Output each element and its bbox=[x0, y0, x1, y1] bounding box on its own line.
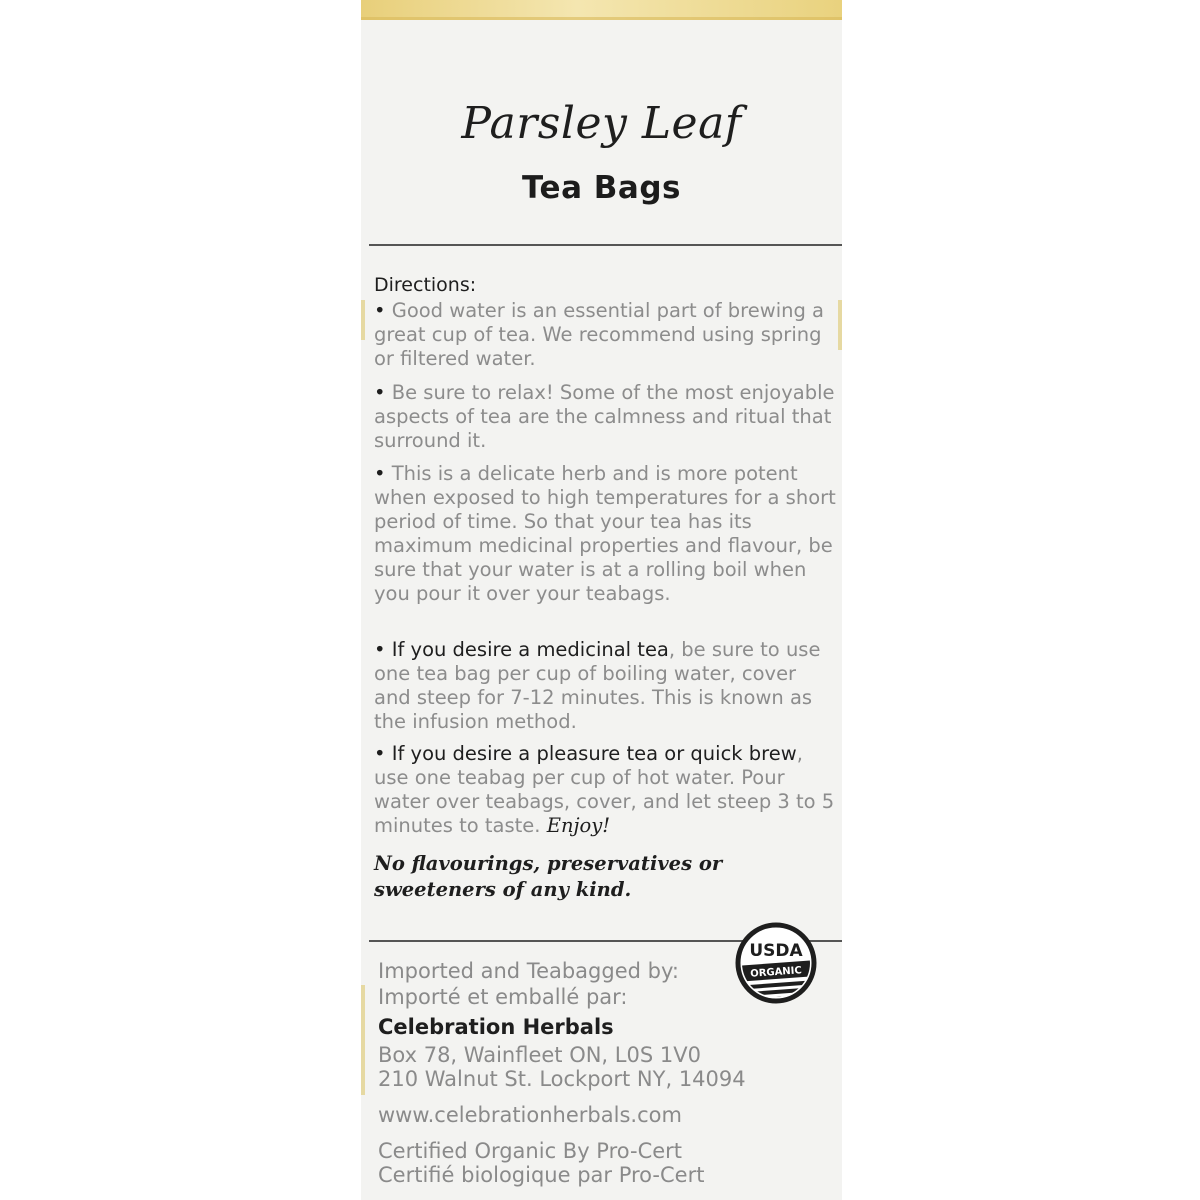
address-usa: 210 Walnut St. Lockport NY, 14094 bbox=[378, 1067, 746, 1091]
bullet-icon: • bbox=[374, 462, 386, 485]
direction-item-pleasure bbox=[374, 742, 836, 838]
seal-band-text: ORGANIC bbox=[749, 965, 803, 980]
direction-text: This is a delicate herb and is more potent when exposed to high temperatures for a short period of time. So that your tea has its maximum medicinal properties and flavour, be sure that your water is at a rolling boil when you pour it over your teabags. bbox=[374, 462, 836, 605]
divider-top bbox=[369, 244, 842, 246]
direction-item-medicinal bbox=[374, 638, 836, 734]
direction-closing: Enjoy! bbox=[546, 814, 611, 837]
bullet-icon: • bbox=[374, 638, 386, 661]
importer-line-fr: Importé et emballé par: bbox=[378, 985, 628, 1009]
direction-text: , be sure to use one tea bag per cup of boiling water, cover and steep for 7-12 minutes. This is known as the infusion method. bbox=[374, 638, 821, 733]
company-name: Celebration Herbals bbox=[378, 1015, 614, 1039]
importer-line-en: Imported and Teabagged by: bbox=[378, 959, 679, 983]
tea-box-side-panel bbox=[361, 0, 842, 1200]
left-edge-mark bbox=[361, 300, 365, 340]
direction-item-relax bbox=[374, 381, 836, 453]
direction-text: Be sure to relax! Some of the most enjoyable aspects of tea are the calmness and ritual that surround it. bbox=[374, 381, 835, 452]
right-edge-mark bbox=[838, 300, 842, 350]
bullet-icon: • bbox=[374, 381, 386, 404]
direction-text: , use one teabag per cup of hot water. Pour water over teabags, cover, and let steep 3 to 5 minutes to taste. bbox=[374, 742, 835, 837]
certification-en: Certified Organic By Pro-Cert bbox=[378, 1139, 683, 1163]
direction-item-water bbox=[374, 299, 836, 371]
product-name: Parsley Leaf bbox=[461, 98, 742, 149]
bullet-icon: • bbox=[374, 742, 386, 765]
bullet-icon: • bbox=[374, 299, 386, 322]
direction-lead: If you desire a pleasure tea or quick brew bbox=[385, 742, 797, 765]
left-edge-mark bbox=[361, 985, 365, 1095]
gold-top-band bbox=[361, 0, 842, 20]
usda-organic-seal-icon bbox=[735, 922, 817, 1004]
address-canada: Box 78, Wainfleet ON, L0S 1V0 bbox=[378, 1043, 701, 1067]
seal-top-text: USDA bbox=[749, 941, 803, 961]
product-subtitle: Tea Bags bbox=[522, 170, 681, 206]
certification-fr: Certifié biologique par Pro-Cert bbox=[378, 1163, 705, 1187]
website-link: www.celebrationherbals.com bbox=[378, 1103, 682, 1127]
direction-text: Good water is an essential part of brewing a great cup of tea. We recommend using spring or filtered water. bbox=[374, 299, 824, 370]
no-additives-note: No flavourings, preservatives or sweeteners of any kind. bbox=[374, 852, 723, 901]
direction-lead: If you desire a medicinal tea bbox=[385, 638, 669, 661]
directions-heading: Directions: bbox=[374, 274, 477, 296]
direction-item-delicate-herb bbox=[374, 462, 836, 606]
